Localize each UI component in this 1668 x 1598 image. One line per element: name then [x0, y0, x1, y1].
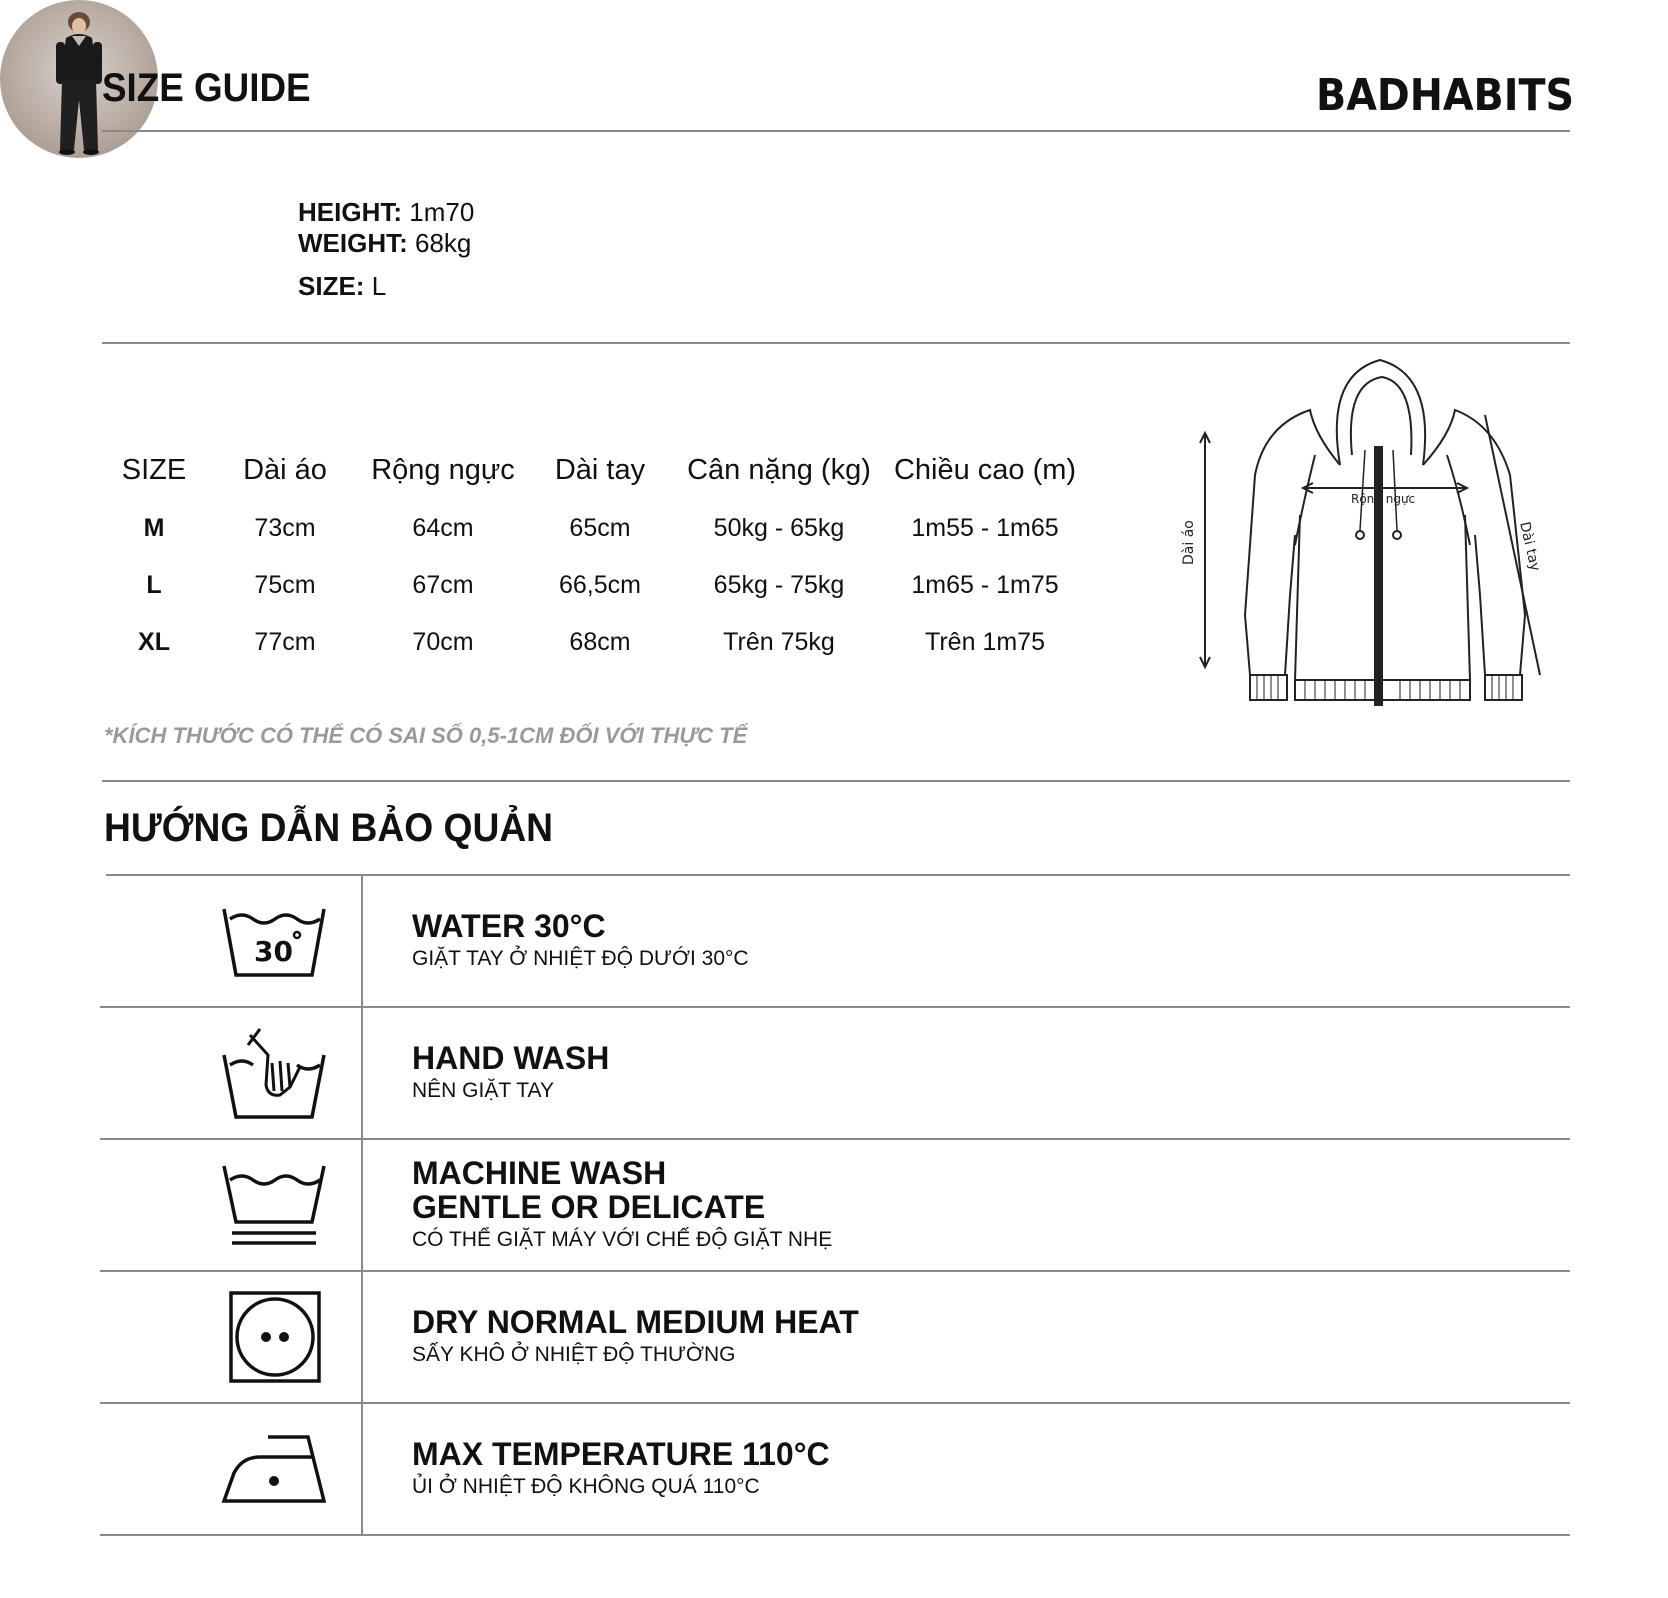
wash-30-icon: [160, 875, 390, 1006]
care-item-description: GIẶT TAY Ở NHIỆT ĐỘ DƯỚI 30°C: [412, 946, 749, 970]
col-header: Chiều cao (m): [893, 453, 1077, 486]
table-cell: 1m65 - 1m75: [911, 571, 1059, 599]
table-cell: 66,5cm: [559, 571, 641, 599]
care-item-description: SẤY KHÔ Ở NHIỆT ĐỘ THƯỜNG: [412, 1342, 736, 1366]
care-title: HƯỚNG DẪN BẢO QUẢN: [104, 806, 554, 850]
table-cell: 65kg - 75kg: [713, 571, 845, 599]
svg-text:Dài áo: Dài áo: [1181, 520, 1197, 565]
care-item-description: CÓ THỂ GIẶT MÁY VỚI CHẾ ĐỘ GIẶT NHẸ: [412, 1227, 833, 1251]
care-item-title: HAND WASH: [412, 1039, 610, 1076]
table-cell: 1m55 - 1m65: [911, 514, 1059, 542]
care-item-dry: [100, 1271, 1570, 1402]
table-cell: 67cm: [412, 571, 474, 599]
model-height: HEIGHT: 1m70: [298, 197, 475, 227]
table-cell: 75cm: [254, 571, 316, 599]
model-size: SIZE: L: [298, 271, 387, 301]
care-item-title-line2: GENTLE OR DELICATE: [412, 1188, 766, 1225]
care-item-title: WATER 30°C: [412, 907, 606, 944]
table-cell: L: [146, 571, 162, 599]
care-item-water-30: [100, 875, 1570, 1006]
svg-text:30: 30: [254, 934, 293, 968]
col-header: Rộng ngực: [371, 453, 515, 486]
col-header: Dài áo: [243, 453, 327, 486]
brand-logo: [1316, 68, 1574, 118]
table-row: [108, 557, 1096, 614]
size-note: *KÍCH THƯỚC CÓ THỂ CÓ SAI SỐ 0,5-1CM ĐỐI VỚI THỰC TẾ: [104, 723, 748, 748]
machine-wash-gentle-icon: [160, 1139, 390, 1270]
table-cell: 65cm: [569, 514, 631, 542]
table-row: [108, 614, 1096, 671]
care-table-bottom: [100, 1534, 1570, 1536]
size-divider: [102, 780, 1570, 782]
model-weight: WEIGHT: 68kg: [298, 228, 472, 258]
table-cell: Trên 75kg: [723, 628, 835, 656]
col-header: SIZE: [121, 453, 187, 486]
size-table-header: [108, 440, 1096, 500]
care-item-iron: [100, 1403, 1570, 1534]
table-cell: 68cm: [569, 628, 631, 656]
care-item-hand-wash: [100, 1007, 1570, 1138]
tumble-dry-medium-icon: [160, 1271, 390, 1402]
table-cell: 77cm: [254, 628, 316, 656]
col-header: Cân nặng (kg): [687, 453, 871, 486]
hoodie-sketch-icon: [1165, 355, 1565, 755]
care-item-title: MAX TEMPERATURE 110°C: [412, 1435, 830, 1472]
model-divider: [102, 342, 1570, 344]
svg-text:Dài tay: Dài tay: [1516, 520, 1543, 573]
iron-110-icon: [160, 1403, 390, 1534]
table-cell: 64cm: [412, 514, 474, 542]
table-cell: M: [143, 514, 165, 542]
table-cell: XL: [138, 628, 170, 656]
size-table: [108, 440, 1096, 671]
header-divider: [102, 130, 1570, 132]
table-cell: 70cm: [412, 628, 474, 656]
care-item-machine-wash: [100, 1139, 1570, 1270]
care-item-title: MACHINE WASH: [412, 1154, 667, 1191]
col-header: Dài tay: [554, 453, 646, 486]
svg-text:Rộng ngực: Rộng ngực: [1351, 492, 1416, 506]
page-title: SIZE GUIDE: [102, 66, 311, 110]
care-item-title: DRY NORMAL MEDIUM HEAT: [412, 1303, 859, 1340]
table-row: [108, 500, 1096, 557]
care-item-description: ỦI Ở NHIỆT ĐỘ KHÔNG QUÁ 110°C: [412, 1474, 760, 1498]
care-item-description: NÊN GIẶT TAY: [412, 1078, 554, 1102]
hand-wash-icon: [160, 1007, 390, 1138]
table-cell: 50kg - 65kg: [713, 514, 845, 542]
table-cell: 73cm: [254, 514, 316, 542]
table-cell: Trên 1m75: [925, 628, 1045, 656]
svg-text:BADHABITS: BADHABITS: [1316, 70, 1574, 118]
